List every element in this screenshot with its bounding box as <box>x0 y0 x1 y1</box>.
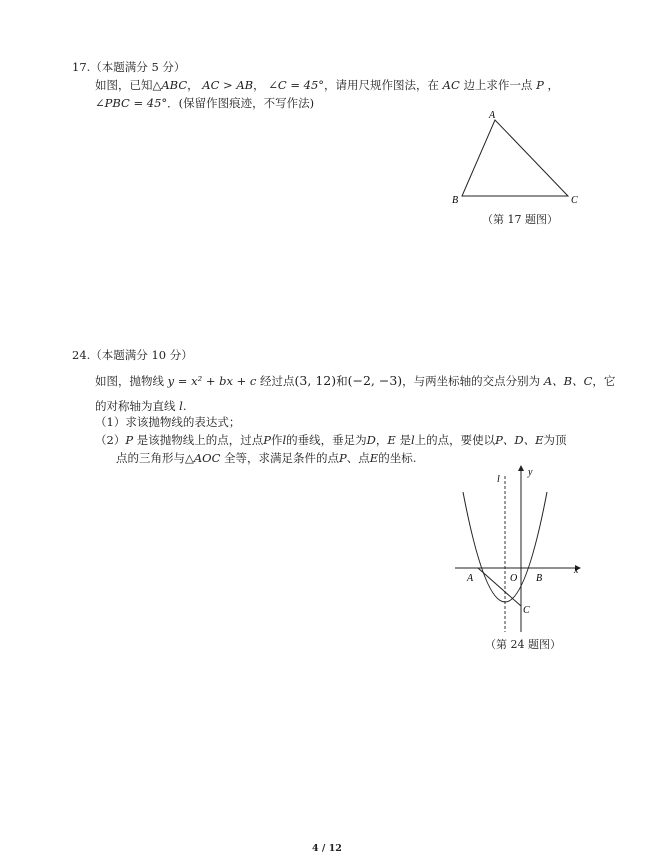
problem24-score: （本题满分 10 分） <box>90 348 193 362</box>
problem17-score: （本题满分 5 分） <box>90 60 186 74</box>
p24-equation: y = x² + bx + c <box>167 374 257 388</box>
p17-p: P <box>536 78 544 92</box>
p24-l: l <box>179 399 183 413</box>
p24-text: 如图，抛物线 <box>95 374 164 388</box>
label-c: C <box>571 195 578 206</box>
p24-text: ，它 <box>592 374 616 388</box>
p17-angle-pbc: ∠PBC = 45° <box>95 96 168 110</box>
problem24-number: 24. <box>72 348 91 362</box>
figure-17-caption: （第 17 题图） <box>482 213 558 226</box>
p17-text: 如图，已知 <box>95 78 153 92</box>
p17-text: ，请用尺规作图法，在 <box>324 78 440 92</box>
label-a: A <box>467 573 474 584</box>
label-x: x <box>574 565 579 576</box>
p24-p: P <box>263 433 271 447</box>
p24-d: D <box>366 433 376 447</box>
triangle-abc <box>462 120 568 196</box>
p24-point2: (−2, −3) <box>347 373 403 388</box>
p24-l: l <box>410 433 415 447</box>
p24-l: l <box>282 433 287 447</box>
label-c: C <box>523 605 530 616</box>
problem17-title <box>72 59 185 75</box>
label-a: A <box>489 110 496 121</box>
label-b: B <box>536 573 543 584</box>
p24-text: 经过点 <box>260 374 295 388</box>
p24-text: 为顶 <box>543 433 567 447</box>
p24-text: 和 <box>336 374 348 388</box>
problem17-number: 17. <box>72 60 91 74</box>
p17-text: ， <box>187 78 199 92</box>
label-o: O <box>510 573 518 584</box>
p24-text: 的对称轴为直线 <box>95 399 176 413</box>
problem24-intro-line2 <box>95 398 187 414</box>
p24-aoc: △AOC <box>185 451 221 465</box>
p24-pde: P、D、E <box>495 433 544 447</box>
problem24-part2-line1 <box>95 432 567 448</box>
p17-ac: AC <box>442 78 460 92</box>
p24-text: 是 <box>399 433 411 447</box>
problem24-part2-line2 <box>116 450 416 466</box>
problem24-title <box>72 347 193 363</box>
p24-text: 的坐标. <box>378 451 417 465</box>
p24-text: 、点 <box>346 451 370 465</box>
p24-text: 作 <box>270 433 283 447</box>
p17-inequality: AC > AB <box>202 78 254 92</box>
problem17-line1 <box>95 77 559 93</box>
p24-p: P <box>339 451 347 465</box>
figure-24 <box>440 462 600 637</box>
p17-text: ．(保留作图痕迹，不写作法) <box>167 96 315 110</box>
p24-text: （2） <box>95 433 126 447</box>
p24-text: ， <box>375 433 388 447</box>
p17-text: ， <box>547 78 559 92</box>
p17-triangle: △ABC <box>152 78 188 92</box>
p17-text: ， <box>253 78 265 92</box>
label-b: B <box>452 195 459 206</box>
p24-e: E <box>387 433 396 447</box>
problem24-part1: （1）求该抛物线的表达式； <box>95 415 241 429</box>
p24-text: 全等，求满足条件的点 <box>224 451 340 465</box>
p24-e: E <box>369 451 379 465</box>
p17-text: 边上求作一点 <box>463 78 533 92</box>
label-l: l <box>497 474 500 485</box>
label-y: y <box>528 467 533 478</box>
page-number: 4 / 12 <box>312 843 342 854</box>
p24-text: . <box>182 399 187 413</box>
p17-angle-c: ∠C = 45° <box>268 78 325 92</box>
p24-text: ，与两坐标轴的交点分别为 <box>402 374 541 388</box>
p24-text: 上的点，要使以 <box>414 433 496 447</box>
figure-24-caption: （第 24 题图） <box>485 638 561 651</box>
problem17-line2 <box>95 95 314 111</box>
p24-text: 是该抛物线上的点，过点 <box>136 433 264 447</box>
p24-point1: (3, 12) <box>294 373 337 388</box>
p24-p: P <box>125 433 134 447</box>
p24-text: 的垂线，垂足为 <box>286 433 367 447</box>
p24-abc: A、B、C <box>543 374 593 388</box>
problem24-intro-line1 <box>95 373 615 389</box>
p24-text: 点的三角形与 <box>116 451 185 465</box>
